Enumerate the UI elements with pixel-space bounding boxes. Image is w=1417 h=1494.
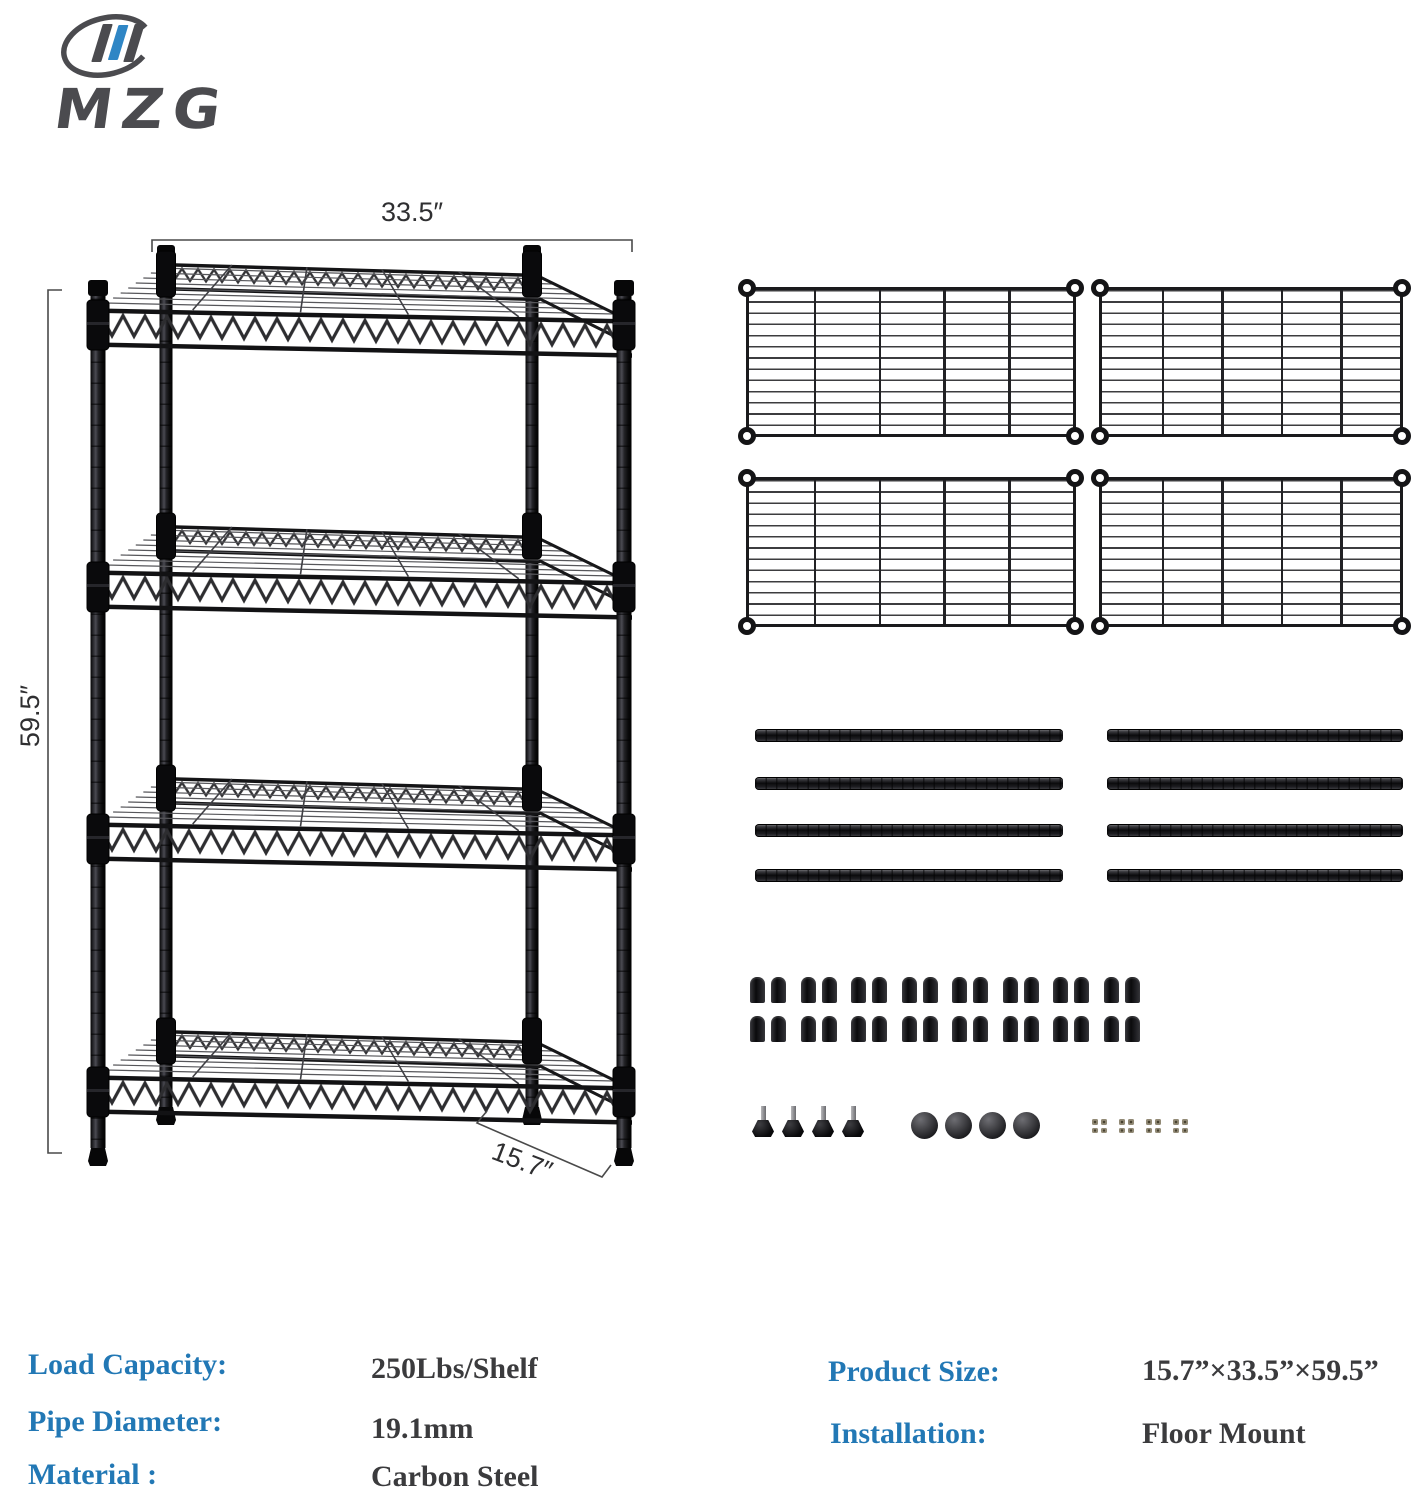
spec-installation-value: Floor Mount: [1142, 1417, 1306, 1450]
shelf-clip-part: [1024, 977, 1039, 1003]
spec-product-size-label: Product Size:: [828, 1355, 1000, 1388]
shelf-panel-divider: [943, 290, 946, 434]
screw: [1119, 1119, 1125, 1125]
shelf-panel-wires: [749, 480, 1073, 624]
screw: [1182, 1128, 1188, 1134]
screw: [1155, 1119, 1161, 1125]
shelf-panel-divider: [879, 480, 882, 624]
width-dimension-label: 33.5″: [380, 197, 444, 227]
shelf-panel-divider: [943, 480, 946, 624]
shelf-clip-part: [872, 977, 887, 1003]
shelf-panel-part: [746, 477, 1076, 627]
shelf-clip-part: [851, 1016, 866, 1042]
corner-ring: [1066, 427, 1084, 445]
shelf-clip-part: [1053, 977, 1068, 1003]
shelf-panel-divider: [879, 290, 882, 434]
screw-set-part: [1119, 1119, 1134, 1133]
shelf-panel-divider: [1340, 290, 1343, 434]
leveling-foot-part: [812, 1106, 834, 1140]
shelf-clip-part: [952, 1016, 967, 1042]
foot-stem: [851, 1106, 856, 1120]
corner-ring: [1091, 469, 1109, 487]
shelf-panel-divider: [1008, 290, 1011, 434]
corner-ring: [738, 279, 756, 297]
corner-ring: [1066, 279, 1084, 297]
shelf-clip-part: [750, 977, 765, 1003]
shelf-clip-part: [1074, 977, 1089, 1003]
pole-part: [755, 869, 1063, 882]
foot-stem: [791, 1106, 796, 1120]
shelf-clip-part: [1003, 1016, 1018, 1042]
corner-ring: [1066, 617, 1084, 635]
screw: [1146, 1119, 1152, 1125]
brand-logo-text: MZG: [50, 76, 234, 142]
pole-part: [1107, 824, 1403, 837]
leveling-foot-part: [752, 1106, 774, 1140]
foot-stem: [761, 1106, 766, 1120]
screw: [1173, 1128, 1179, 1134]
screw: [1092, 1119, 1098, 1125]
screw: [1182, 1119, 1188, 1125]
foot-cone: [812, 1120, 834, 1137]
shelf-panel-divider: [1281, 480, 1284, 624]
shelf-clip-part: [1074, 1016, 1089, 1042]
end-cap-part: [945, 1112, 972, 1139]
shelf-clip-part: [902, 1016, 917, 1042]
pole-part: [755, 777, 1063, 790]
shelf-clip-part: [952, 977, 967, 1003]
shelf-clip-part: [771, 1016, 786, 1042]
leveling-foot-part: [842, 1106, 864, 1140]
foot-cone: [752, 1120, 774, 1137]
screw: [1092, 1128, 1098, 1134]
shelf-clip-part: [750, 1016, 765, 1042]
shelf-panel-part: [746, 287, 1076, 437]
corner-ring: [1091, 427, 1109, 445]
shelf-panel-divider: [1281, 290, 1284, 434]
spec-pipe-diameter-label: Pipe Diameter:: [28, 1405, 223, 1438]
end-cap-part: [911, 1112, 938, 1139]
shelf-panel-divider: [814, 480, 817, 624]
corner-ring: [1091, 279, 1109, 297]
shelf-clip-part: [1024, 1016, 1039, 1042]
shelf-panel-part: [1099, 477, 1403, 627]
shelf-clip-part: [1104, 1016, 1119, 1042]
corner-ring: [1066, 469, 1084, 487]
shelf-panel-divider: [1221, 290, 1224, 434]
shelf-panel-divider: [1162, 480, 1165, 624]
foot-cone: [842, 1120, 864, 1137]
shelf-panel-divider: [1008, 480, 1011, 624]
screw: [1128, 1128, 1134, 1134]
shelf-panel-divider: [814, 290, 817, 434]
foot-cone: [782, 1120, 804, 1137]
corner-ring: [738, 469, 756, 487]
screw: [1101, 1128, 1107, 1134]
shelf-clip-part: [973, 977, 988, 1003]
shelf-panel-divider: [1162, 290, 1165, 434]
corner-ring: [1091, 617, 1109, 635]
height-dimension-label: 59.5″: [15, 684, 45, 748]
end-cap-part: [979, 1112, 1006, 1139]
shelf-clip-part: [1125, 1016, 1140, 1042]
shelf-panel-wires: [1102, 480, 1400, 624]
shelf-clip-part: [872, 1016, 887, 1042]
corner-ring: [738, 617, 756, 635]
spec-material-label: Material :: [28, 1458, 158, 1491]
spec-installation-label: Installation:: [830, 1417, 987, 1450]
corner-ring: [1393, 617, 1411, 635]
shelf-panel-divider: [1221, 480, 1224, 624]
screw: [1128, 1119, 1134, 1125]
screw: [1173, 1119, 1179, 1125]
shelf-clip-part: [822, 1016, 837, 1042]
shelf-clip-part: [1053, 1016, 1068, 1042]
shelf-clip-part: [1003, 977, 1018, 1003]
corner-ring: [1393, 427, 1411, 445]
screw: [1146, 1128, 1152, 1134]
shelf-clip-part: [1125, 977, 1140, 1003]
screw: [1155, 1128, 1161, 1134]
corner-ring: [1393, 279, 1411, 297]
shelf-panel-wires: [749, 290, 1073, 434]
foot-stem: [821, 1106, 826, 1120]
shelf-panel-divider: [1340, 480, 1343, 624]
end-cap-part: [1013, 1112, 1040, 1139]
pole-part: [1107, 869, 1403, 882]
corner-ring: [1393, 469, 1411, 487]
pole-part: [755, 824, 1063, 837]
spec-pipe-diameter-value: 19.1mm: [371, 1412, 474, 1445]
shelf-panel-wires: [1102, 290, 1400, 434]
pole-part: [755, 729, 1063, 742]
shelf-clip-part: [822, 977, 837, 1003]
shelf-panel-part: [1099, 287, 1403, 437]
shelf-clip-part: [801, 1016, 816, 1042]
shelf-clip-part: [973, 1016, 988, 1042]
screw: [1101, 1119, 1107, 1125]
shelf-clip-part: [923, 977, 938, 1003]
leveling-foot-part: [782, 1106, 804, 1140]
screw-set-part: [1092, 1119, 1107, 1133]
shelf-clip-part: [902, 977, 917, 1003]
screw: [1119, 1128, 1125, 1134]
spec-load-capacity-value: 250Lbs/Shelf: [371, 1352, 538, 1385]
corner-ring: [738, 427, 756, 445]
spec-product-size-value: 15.7”×33.5”×59.5”: [1142, 1354, 1379, 1387]
shelf-clip-part: [851, 977, 866, 1003]
shelf-clip-part: [923, 1016, 938, 1042]
screw-set-part: [1173, 1119, 1188, 1133]
spec-load-capacity-label: Load Capacity:: [28, 1348, 228, 1381]
shelf-clip-part: [1104, 977, 1119, 1003]
spec-material-value: Carbon Steel: [371, 1460, 539, 1493]
pole-part: [1107, 729, 1403, 742]
shelf-clip-part: [771, 977, 786, 1003]
pole-part: [1107, 777, 1403, 790]
shelf-clip-part: [801, 977, 816, 1003]
screw-set-part: [1146, 1119, 1161, 1133]
depth-dimension-label: 15.7″: [487, 1135, 557, 1187]
